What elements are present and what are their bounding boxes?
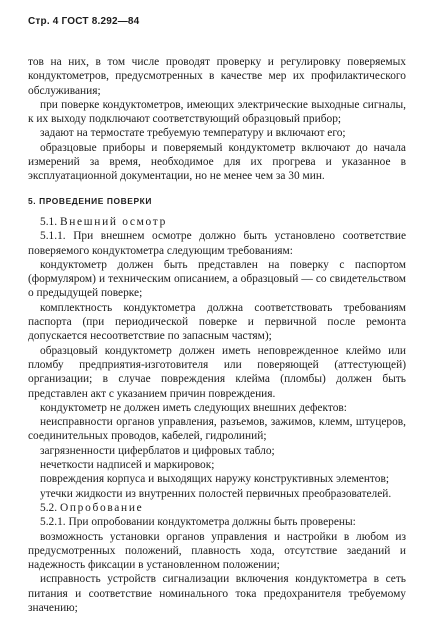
list-item: кондуктометр должен быть представлен на поверку с паспортом (формуляром) и техническим описанием, а образцовый — со свидетельством о предыдущей поверке; (28, 258, 406, 300)
paragraph: при поверке кондуктометров, имеющих электрические выходные сигналы, к их выходу подключают соответствующий образцовый прибор; (28, 98, 406, 126)
paragraph: задают на термостате требуемую температуру и включают его; (40, 127, 346, 140)
list-item: загрязненности циферблатов и цифровых табло; (40, 444, 275, 457)
subsection-title: Внешний осмотр (59, 215, 168, 228)
list-item: образцовый кондуктометр должен иметь неповрежденное клеймо или пломбу предприятия-изготовителя или поверяющей (аттестующей) организации; в случае повреждения клейма (пломбы) должен быть представлен акт с указанием причин повреждения. (28, 344, 406, 400)
clause-5-1-1: 5.1.1. При внешнем осмотре должно быть установлено соответствие поверяемого кондуктометра следующим требованиям: (28, 230, 406, 257)
paragraph: образцовые приборы и поверяемый кондуктометр включают до начала измерений за время, необходимое для их прогрева и указанное в эксплуатационной документации, но не менее чем за 30 мин. (28, 141, 406, 183)
page-header: Стр. 4 ГОСТ 8.292—84 (28, 16, 140, 27)
paragraph: тов на них, в том числе проводят проверку и регулировку поверяемых кондуктометров, предусмотренных в качестве мер их профилактического обслуживания; (28, 56, 406, 97)
list-item: утечки жидкости из внутренних полостей первичных преобразователей. (40, 487, 392, 500)
subsection-title: Опробование (59, 501, 144, 514)
list-item: исправность устройств сигнализации включения кондуктометра в сеть питания и соответствие номинального тока предохранителя требуемому значению; (28, 573, 406, 614)
list-item: нечеткости надписей и маркировок; (40, 459, 215, 472)
section-title: 5. ПРОВЕДЕНИЕ ПОВЕРКИ (28, 195, 152, 206)
subsection-number: 5.2. (40, 501, 58, 514)
list-item: повреждения корпуса и выходящих наружу конструктивных элементов; (40, 473, 389, 486)
subsection-number: 5.1. (40, 215, 58, 228)
clause-5-2-1: 5.2.1. При опробовании кондуктометра должны быть проверены: (40, 516, 356, 529)
subsection-heading-5-1 (28, 215, 406, 229)
list-item: неисправности органов управления, разъемов, зажимов, клемм, штуцеров, соединительных проводов, кабелей, гидролиний; (28, 416, 406, 443)
list-item: комплектность кондуктометра должна соответствовать требованиям паспорта (при периодической поверке и первичной после ремонта допускается несоответствие по запасным частям); (28, 301, 406, 343)
list-item: кондуктометр не должен иметь следующих внешних дефектов: (40, 401, 347, 414)
document-body (28, 55, 406, 615)
list-item: возможность установки органов управления и настройки в любом из предусмотренных положений, плавность хода, отсутствие заеданий и надежность фиксации в установленном положении; (28, 530, 406, 572)
subsection-heading-5-2 (28, 501, 406, 515)
